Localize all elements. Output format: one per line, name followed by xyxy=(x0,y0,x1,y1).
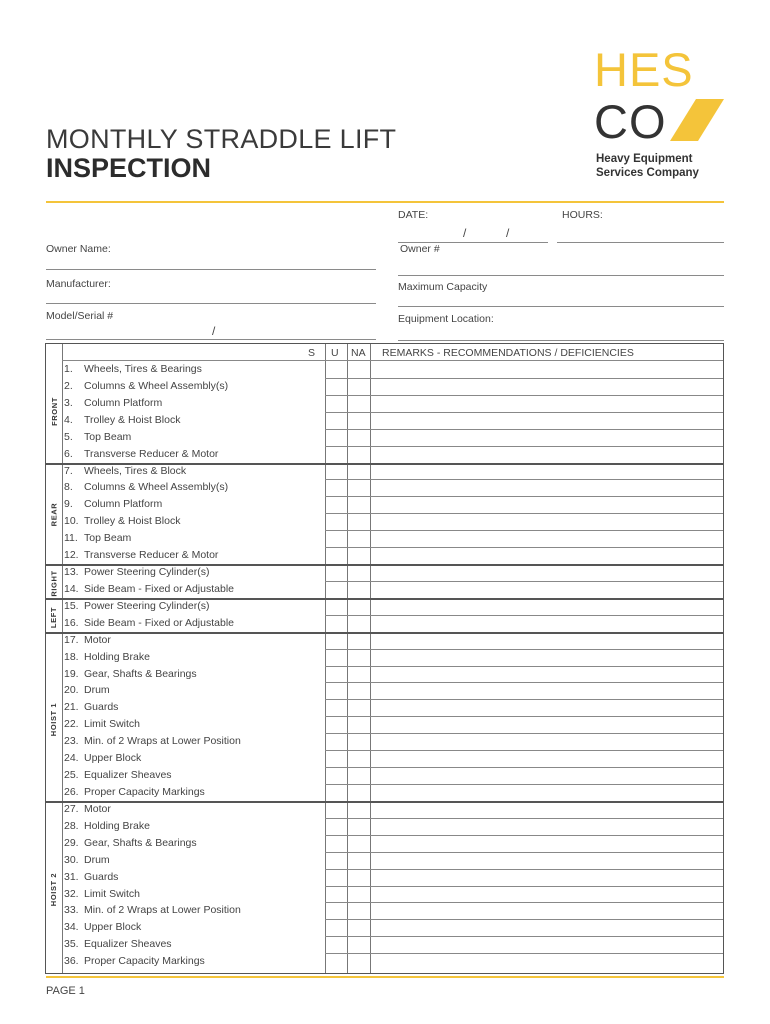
checklist-cell-na[interactable] xyxy=(348,666,370,683)
checklist-cell-s[interactable] xyxy=(325,446,347,463)
max-capacity-label: Maximum Capacity xyxy=(398,281,488,293)
checklist-cell-remarks[interactable] xyxy=(371,581,724,598)
checklist-cell-remarks[interactable] xyxy=(371,886,724,903)
checklist-item-number: 19. xyxy=(64,667,79,680)
checklist-item xyxy=(64,701,118,713)
checklist-item xyxy=(64,735,241,747)
checklist-cell-s[interactable] xyxy=(325,733,347,750)
checklist-cell-na[interactable] xyxy=(348,852,370,869)
checklist-cell-na[interactable] xyxy=(348,615,370,632)
checklist-item-number: 24. xyxy=(64,752,79,765)
checklist-cell-remarks[interactable] xyxy=(371,716,724,733)
checklist-item-number: 4. xyxy=(64,413,73,426)
model-serial-label: Model/Serial # xyxy=(46,310,114,322)
checklist-item-number: 36. xyxy=(64,955,79,968)
checklist-cell-na[interactable] xyxy=(348,919,370,936)
column-header-remarks: REMARKS - RECOMMENDATIONS / DEFICIENCIES xyxy=(382,347,634,359)
checklist-cell-na[interactable] xyxy=(348,446,370,463)
checklist-cell-s[interactable] xyxy=(325,479,347,496)
checklist-cell-s[interactable] xyxy=(325,429,347,446)
checklist-cell-remarks[interactable] xyxy=(371,513,724,530)
checklist-item-number: 1. xyxy=(64,363,73,375)
checklist-item xyxy=(64,803,111,815)
checklist-cell-remarks[interactable] xyxy=(371,733,724,750)
checklist-item-number: 23. xyxy=(64,735,79,748)
checklist-cell-s[interactable] xyxy=(325,919,347,936)
hours-field[interactable] xyxy=(557,242,724,243)
checklist-item-label: Equalizer Sheaves xyxy=(84,938,172,951)
checklist-item-number: 3. xyxy=(64,396,73,409)
checklist-cell-s[interactable] xyxy=(325,632,347,649)
header-divider xyxy=(46,201,724,203)
checklist-cell-na[interactable] xyxy=(348,547,370,564)
checklist-cell-s[interactable] xyxy=(325,378,347,395)
checklist-item xyxy=(64,549,218,561)
checklist-cell-s[interactable] xyxy=(325,818,347,835)
checklist-cell-na[interactable] xyxy=(348,412,370,429)
checklist-cell-remarks[interactable] xyxy=(371,479,724,496)
checklist-item-number: 17. xyxy=(64,633,79,646)
checklist-cell-s[interactable] xyxy=(325,615,347,632)
checklist-item xyxy=(64,515,180,527)
column-header-u: U xyxy=(331,347,339,359)
checklist-item-label: Motor xyxy=(84,802,111,815)
checklist-cell-na[interactable] xyxy=(348,716,370,733)
checklist-cell-remarks[interactable] xyxy=(371,936,724,953)
checklist-item xyxy=(64,854,110,866)
checklist-cell-remarks[interactable] xyxy=(371,784,724,801)
checklist-item-number: 6. xyxy=(64,447,73,460)
checklist-cell-s[interactable] xyxy=(325,513,347,530)
checklist-cell-remarks[interactable] xyxy=(371,395,724,412)
checklist-cell-remarks[interactable] xyxy=(371,699,724,716)
checklist-cell-na[interactable] xyxy=(348,649,370,666)
checklist-cell-s[interactable] xyxy=(325,716,347,733)
checklist-cell-na[interactable] xyxy=(348,395,370,412)
checklist-item-label: Limit Switch xyxy=(84,887,141,900)
checklist-cell-s[interactable] xyxy=(325,598,347,615)
checklist-cell-remarks[interactable] xyxy=(371,649,724,666)
checklist-item-number: 15. xyxy=(64,599,79,612)
checklist-item-number: 21. xyxy=(64,701,79,714)
section-rear: REAR xyxy=(49,502,59,527)
checklist-item-number: 35. xyxy=(64,938,79,951)
checklist-cell-na[interactable] xyxy=(348,953,370,970)
date-slash-1: / xyxy=(463,226,467,240)
owner-name-label: Owner Name: xyxy=(46,243,111,255)
checklist-cell-na[interactable] xyxy=(348,835,370,852)
checklist-item-label: Trolley & Hoist Block xyxy=(84,515,181,528)
checklist-cell-na[interactable] xyxy=(348,361,370,378)
checklist-item-number: 2. xyxy=(64,379,73,392)
max-capacity-field[interactable] xyxy=(398,306,724,307)
model-serial-slash: / xyxy=(212,324,216,338)
checklist-item-label: Proper Capacity Markings xyxy=(84,786,205,798)
checklist-item-label: Column Platform xyxy=(84,396,163,409)
checklist-cell-na[interactable] xyxy=(348,479,370,496)
checklist-item-label: Columns & Wheel Assembly(s) xyxy=(84,481,229,494)
checklist-item xyxy=(64,498,162,510)
checklist-cell-remarks[interactable] xyxy=(371,598,724,615)
checklist-cell-na[interactable] xyxy=(348,733,370,750)
checklist-item xyxy=(64,718,140,730)
checklist-item-label: Equalizer Sheaves xyxy=(84,769,172,782)
checklist-item-number: 26. xyxy=(64,786,79,798)
checklist-item-number: 34. xyxy=(64,921,79,934)
checklist-item-label: Motor xyxy=(84,633,111,646)
checklist-cell-na[interactable] xyxy=(348,784,370,801)
checklist-item xyxy=(64,481,228,493)
checklist-item xyxy=(64,566,209,578)
owner-number-label: Owner # xyxy=(400,243,440,255)
checklist-cell-remarks[interactable] xyxy=(371,801,724,818)
checklist-cell-na[interactable] xyxy=(348,378,370,395)
logo-text-top: HES xyxy=(594,44,694,96)
checklist-cell-s[interactable] xyxy=(325,886,347,903)
checklist-item-number: 25. xyxy=(64,769,79,782)
checklist-item-label: Top Beam xyxy=(84,532,132,545)
checklist-cell-remarks[interactable] xyxy=(371,750,724,767)
checklist-item-number: 32. xyxy=(64,887,79,900)
checklist-item-label: Column Platform xyxy=(84,498,163,511)
checklist-cell-na[interactable] xyxy=(348,530,370,547)
checklist-cell-s[interactable] xyxy=(325,936,347,953)
checklist-cell-remarks[interactable] xyxy=(371,902,724,919)
checklist-item-number: 22. xyxy=(64,718,79,731)
section-left: LEFT xyxy=(49,606,59,628)
checklist-cell-na[interactable] xyxy=(348,818,370,835)
page-number: PAGE 1 xyxy=(46,985,85,997)
checklist-item xyxy=(64,955,205,967)
checklist-item-number: 28. xyxy=(64,819,79,832)
checklist-cell-na[interactable] xyxy=(348,699,370,716)
checklist-cell-na[interactable] xyxy=(348,902,370,919)
checklist-item-label: Guards xyxy=(84,870,119,883)
checklist-cell-s[interactable] xyxy=(325,564,347,581)
checklist-item-label: Drum xyxy=(84,853,110,866)
checklist-item-number: 8. xyxy=(64,481,73,494)
checklist-cell-remarks[interactable] xyxy=(371,530,724,547)
checklist-item-label: Min. of 2 Wraps at Lower Position xyxy=(84,735,241,748)
checklist-item xyxy=(64,837,197,849)
checklist-cell-s[interactable] xyxy=(325,547,347,564)
checklist-item xyxy=(64,752,141,764)
checklist-cell-remarks[interactable] xyxy=(371,632,724,649)
checklist-cell-s[interactable] xyxy=(325,496,347,513)
checklist-item-label: Trolley & Hoist Block xyxy=(84,413,181,426)
model-serial-field[interactable] xyxy=(46,339,376,340)
checklist-cell-na[interactable] xyxy=(348,750,370,767)
checklist-item-label: Upper Block xyxy=(84,921,142,934)
manufacturer-label: Manufacturer: xyxy=(46,278,111,290)
checklist-cell-remarks[interactable] xyxy=(371,953,724,970)
checklist-item xyxy=(64,684,110,696)
owner-name-field[interactable] xyxy=(46,269,376,270)
checklist-item-number: 10. xyxy=(64,515,79,528)
checklist-cell-remarks[interactable] xyxy=(371,446,724,463)
checklist-cell-remarks[interactable] xyxy=(371,547,724,564)
checklist-item xyxy=(64,786,205,798)
checklist-cell-s[interactable] xyxy=(325,902,347,919)
checklist-cell-s[interactable] xyxy=(325,649,347,666)
page-title-line2: INSPECTION xyxy=(46,153,212,183)
checklist-item xyxy=(64,651,150,663)
checklist-cell-s[interactable] xyxy=(325,767,347,784)
hours-label: HOURS: xyxy=(562,209,603,221)
checklist-item-number: 27. xyxy=(64,802,79,815)
checklist-item-number: 20. xyxy=(64,684,79,697)
checklist-item-number: 16. xyxy=(64,616,79,629)
checklist-item xyxy=(64,820,150,832)
checklist-item-label: Holding Brake xyxy=(84,650,150,663)
checklist-cell-na[interactable] xyxy=(348,632,370,649)
checklist-cell-remarks[interactable] xyxy=(371,852,724,869)
checklist-cell-na[interactable] xyxy=(348,429,370,446)
checklist-item-number: 33. xyxy=(64,904,79,917)
checklist-cell-remarks[interactable] xyxy=(371,682,724,699)
checklist-cell-s[interactable] xyxy=(325,750,347,767)
checklist-item-label: Limit Switch xyxy=(84,718,141,731)
checklist-item xyxy=(64,904,241,916)
checklist-item-label: Top Beam xyxy=(84,430,132,443)
checklist-cell-s[interactable] xyxy=(325,953,347,970)
checklist-item-number: 31. xyxy=(64,870,79,883)
checklist-item xyxy=(64,888,140,900)
column-header-s: S xyxy=(308,347,316,359)
footer-divider xyxy=(46,976,724,978)
checklist-cell-remarks[interactable] xyxy=(371,564,724,581)
date-slash-2: / xyxy=(506,226,510,240)
equipment-location-label: Equipment Location: xyxy=(398,313,494,325)
checklist-item-number: 30. xyxy=(64,853,79,866)
checklist-item-label: Side Beam - Fixed or Adjustable xyxy=(84,582,234,595)
checklist-cell-remarks[interactable] xyxy=(371,835,724,852)
checklist-item-label: Power Steering Cylinder(s) xyxy=(84,566,210,579)
checklist-cell-s[interactable] xyxy=(325,852,347,869)
checklist-item-number: 5. xyxy=(64,430,73,443)
checklist-cell-remarks[interactable] xyxy=(371,429,724,446)
section-hoist-1: HOIST 1 xyxy=(49,702,59,736)
checklist-cell-na[interactable] xyxy=(348,767,370,784)
checklist-item xyxy=(64,871,118,883)
checklist-item xyxy=(64,431,131,443)
checklist-cell-remarks[interactable] xyxy=(371,615,724,632)
checklist-item xyxy=(64,668,197,680)
checklist-item-number: 18. xyxy=(64,650,79,663)
checklist-item-label: Gear, Shafts & Bearings xyxy=(84,836,197,849)
checklist-cell-remarks[interactable] xyxy=(371,463,724,480)
checklist-item-label: Wheels, Tires & Bearings xyxy=(84,363,202,375)
owner-number-field[interactable] xyxy=(398,275,724,276)
checklist-cell-s[interactable] xyxy=(325,682,347,699)
checklist-item xyxy=(64,634,111,646)
checklist-cell-na[interactable] xyxy=(348,598,370,615)
checklist-cell-remarks[interactable] xyxy=(371,767,724,784)
checklist-item-label: Upper Block xyxy=(84,752,142,765)
date-label: DATE: xyxy=(398,209,429,221)
checklist-item-label: Min. of 2 Wraps at Lower Position xyxy=(84,904,241,917)
checklist-cell-na[interactable] xyxy=(348,513,370,530)
checklist-cell-s[interactable] xyxy=(325,666,347,683)
checklist-cell-s[interactable] xyxy=(325,699,347,716)
checklist-item-number: 9. xyxy=(64,498,73,511)
checklist-item xyxy=(64,921,141,933)
checklist-cell-s[interactable] xyxy=(325,395,347,412)
checklist-cell-s[interactable] xyxy=(325,801,347,818)
checklist-item xyxy=(64,397,162,409)
logo-slash-icon xyxy=(670,99,724,141)
company-name-line1: Heavy Equipment xyxy=(596,153,693,165)
section-right: RIGHT xyxy=(49,569,59,597)
checklist-cell-s[interactable] xyxy=(325,412,347,429)
checklist-cell-s[interactable] xyxy=(325,581,347,598)
checklist-cell-remarks[interactable] xyxy=(371,869,724,886)
checklist-cell-remarks[interactable] xyxy=(371,666,724,683)
checklist-item xyxy=(64,414,180,426)
section-column-divider xyxy=(62,344,63,973)
checklist-cell-remarks[interactable] xyxy=(371,496,724,513)
checklist-item-label: Guards xyxy=(84,701,119,714)
checklist-cell-na[interactable] xyxy=(348,682,370,699)
checklist-cell-s[interactable] xyxy=(325,784,347,801)
page-title-line1: MONTHLY STRADDLE LIFT xyxy=(46,124,397,154)
checklist-item-label: Side Beam - Fixed or Adjustable xyxy=(84,616,234,629)
checklist-item-label: Drum xyxy=(84,684,110,697)
checklist-item xyxy=(64,465,186,477)
checklist-cell-na[interactable] xyxy=(348,886,370,903)
checklist-cell-remarks[interactable] xyxy=(371,412,724,429)
checklist-cell-na[interactable] xyxy=(348,801,370,818)
column-header-na: NA xyxy=(351,347,366,359)
section-front: FRONT xyxy=(49,397,59,426)
checklist-item xyxy=(64,617,234,629)
checklist-item-label: Transverse Reducer & Motor xyxy=(84,549,219,562)
checklist-cell-na[interactable] xyxy=(348,869,370,886)
checklist-cell-na[interactable] xyxy=(348,936,370,953)
checklist-item xyxy=(64,380,228,392)
checklist-item-number: 29. xyxy=(64,836,79,849)
checklist-item-label: Proper Capacity Markings xyxy=(84,955,205,968)
section-hoist-2: HOIST 2 xyxy=(49,872,59,906)
checklist-item-number: 11. xyxy=(64,532,78,545)
manufacturer-field[interactable] xyxy=(46,303,376,304)
logo-text-bottom: CO xyxy=(594,95,667,148)
company-name-line2: Services Company xyxy=(596,167,699,179)
checklist-item xyxy=(64,363,202,375)
checklist-cell-na[interactable] xyxy=(348,463,370,480)
checklist-cell-remarks[interactable] xyxy=(371,378,724,395)
checklist-cell-s[interactable] xyxy=(325,361,347,378)
checklist-cell-remarks[interactable] xyxy=(371,818,724,835)
checklist-item-label: Power Steering Cylinder(s) xyxy=(84,599,210,612)
checklist-cell-remarks[interactable] xyxy=(371,919,724,936)
checklist-cell-s[interactable] xyxy=(325,835,347,852)
checklist-item-number: 14. xyxy=(64,582,79,595)
checklist-cell-s[interactable] xyxy=(325,869,347,886)
checklist-item-label: Columns & Wheel Assembly(s) xyxy=(84,379,229,392)
checklist-item-number: 13. xyxy=(64,566,79,579)
checklist-cell-s[interactable] xyxy=(325,463,347,480)
checklist-item-number: 12. xyxy=(64,549,79,562)
equipment-location-field[interactable] xyxy=(398,340,724,341)
checklist-cell-s[interactable] xyxy=(325,530,347,547)
checklist-item-label: Wheels, Tires & Block xyxy=(84,464,187,477)
checklist-item xyxy=(64,938,172,950)
checklist-item-number: 7. xyxy=(64,464,73,477)
checklist-item-label: Holding Brake xyxy=(84,819,150,832)
company-name xyxy=(596,152,699,180)
inspection-table xyxy=(45,343,724,974)
checklist-item xyxy=(64,448,218,460)
checklist-item xyxy=(64,532,131,544)
checklist-item xyxy=(64,769,172,781)
checklist-item-label: Transverse Reducer & Motor xyxy=(84,447,219,460)
checklist-item xyxy=(64,583,234,595)
checklist-item-label: Gear, Shafts & Bearings xyxy=(84,667,197,680)
checklist-cell-remarks[interactable] xyxy=(371,361,724,378)
checklist-cell-na[interactable] xyxy=(348,496,370,513)
checklist-item xyxy=(64,600,209,612)
checklist-cell-na[interactable] xyxy=(348,564,370,581)
checklist-cell-na[interactable] xyxy=(348,581,370,598)
